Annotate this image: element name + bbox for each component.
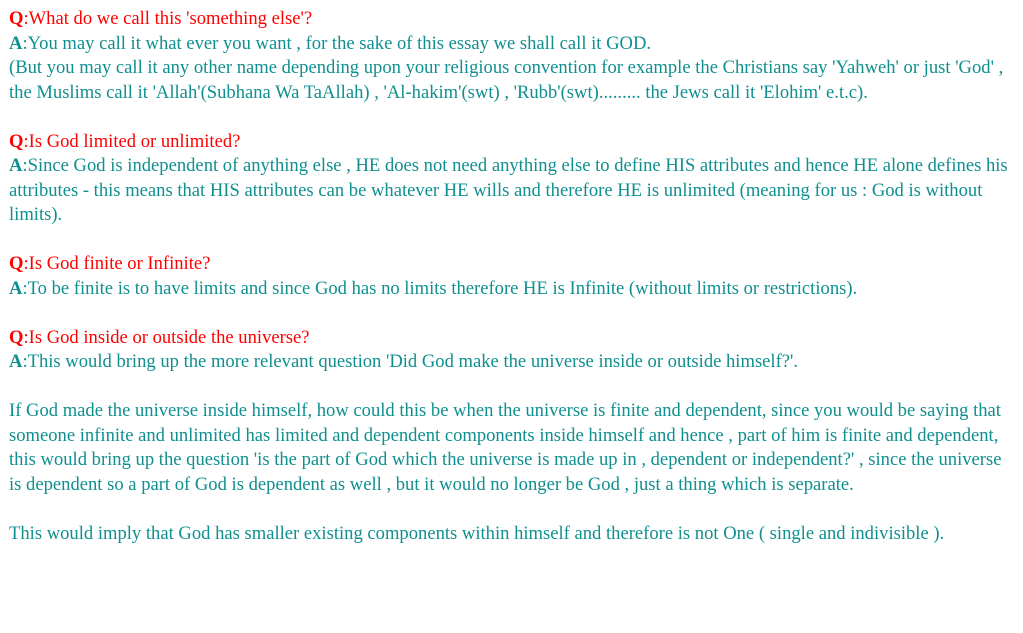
body-paragraph: This would imply that God has smaller existing components within himself and therefore is not One ( single and indivisible ). bbox=[9, 522, 945, 544]
question-marker: Q bbox=[9, 130, 24, 152]
question bbox=[9, 130, 1017, 155]
answer bbox=[9, 32, 1017, 57]
question-text: :What do we call this 'something else'? bbox=[23, 8, 313, 29]
question-text: :Is God inside or outside the universe? bbox=[23, 326, 310, 348]
question-marker: Q bbox=[9, 253, 24, 274]
answer-marker: A bbox=[9, 351, 23, 372]
question-marker: Q bbox=[9, 8, 24, 29]
answer bbox=[9, 350, 1017, 375]
answer-note: (But you may call it any other name depending upon your religious convention for example the Christians say 'Yahweh' or just 'God' , the Muslims call it 'Allah'(Subhana Wa TaAllah) , 'Al-hakim'(swt) , 'Rubb'(swt)......... the Jews call it 'Elohim' e.t.c). bbox=[9, 57, 1004, 103]
answer bbox=[9, 277, 1017, 302]
answer-text: :To be finite is to have limits and since God has no limits therefore HE is Infinite (without limits or restrictions). bbox=[22, 277, 858, 299]
question-marker: Q bbox=[9, 326, 24, 348]
answer-marker: A bbox=[9, 277, 23, 299]
answer-text: :Since God is independent of anything else , HE does not need anything else to define HIS attributes and hence HE alone defines his attributes - this means that HIS attributes can be whatever HE wills and therefore HE is unlimited (meaning for us : God is without limits). bbox=[9, 155, 1008, 225]
question-text: :Is God limited or unlimited? bbox=[23, 130, 241, 152]
question bbox=[9, 7, 1017, 32]
question bbox=[9, 252, 1017, 277]
answer-marker: A bbox=[9, 32, 23, 54]
question-text: :Is God finite or Infinite? bbox=[23, 253, 211, 274]
qa-block-limited bbox=[9, 130, 1017, 228]
answer-marker: A bbox=[9, 155, 23, 176]
question bbox=[9, 326, 1017, 351]
answer-text: :You may call it what ever you want , for the sake of this essay we shall call it GOD. bbox=[22, 32, 652, 54]
body-paragraph: If God made the universe inside himself, how could this be when the universe is finite and dependent, since you would be saying that someone infinite and unlimited has limited and dependent components inside himself and hence , part of him is finite and dependent, this would bring up the question 'is the part of God which the universe is made up in , dependent or independent?' , since the universe is dependent so a part of God is dependent as well , but it would no longer be God , just a thing which is separate. bbox=[9, 400, 1002, 495]
answer bbox=[9, 154, 1017, 228]
qa-block-finite bbox=[9, 252, 1017, 301]
qa-block-universe bbox=[9, 326, 1017, 375]
qa-block-name-of-god bbox=[9, 7, 1017, 105]
answer-text: :This would bring up the more relevant question 'Did God make the universe inside or outside himself?'. bbox=[22, 351, 799, 372]
